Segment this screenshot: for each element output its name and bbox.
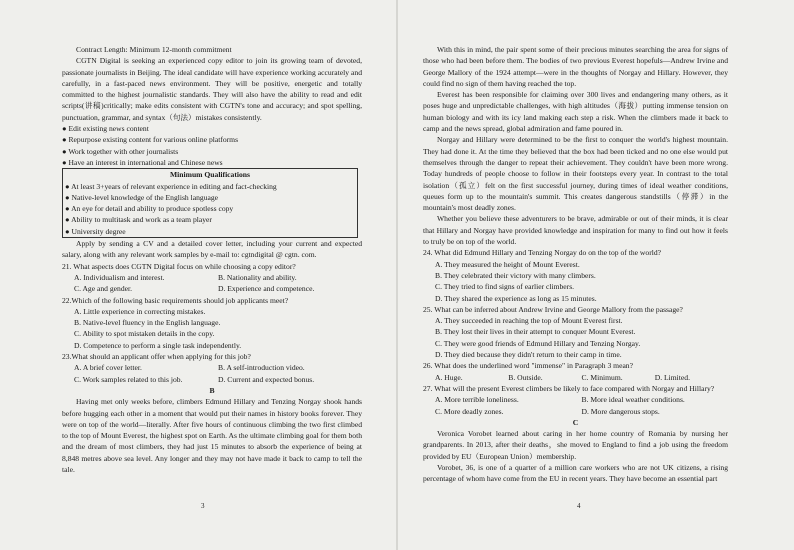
option: D. They died because they didn't return to their camp in time. [435, 350, 622, 360]
left-column [62, 44, 362, 475]
q26-options [423, 372, 728, 383]
q27-options-row2 [423, 406, 728, 417]
option: B. A self-introduction video. [218, 363, 305, 373]
option: D. Current and expected bonus. [218, 374, 315, 384]
page-number: 4 [577, 502, 581, 510]
page-4 [397, 0, 794, 550]
question-21: 21. What aspects does CGTN Digital focus on while choosing a copy editor? [62, 261, 296, 271]
option: B. Native-level fluency in the English language. [74, 318, 221, 328]
qualification-item: ● University degree [65, 226, 126, 236]
job-intro: CGTN Digital is seeking an experienced copy editor to join its growing team of devoted, passionate journalists in Beijing. The ideal candidate will have experience working accurately and carefully, in a fast-paced news environment. They will be positive, energetic and totally committed to the highest journalistic standards. They will also have the ability to read and edit scripts(讲稿)critically; make edits consistent with CGTN's tone and accuracy; and spot spelling, punctuation, grammar, and syntax（句法）mistakes consistently. [62, 56, 362, 122]
option: C. Ability to spot mistaken details in the copy. [74, 329, 215, 339]
passage-b-paragraph: Having met only weeks before, climbers Edmund Hillary and Tenzing Norgay shook hands before hugging each other in a moment that would put their names in history books forever. They were on top of the world—literally. After five hours of continuous climbing the two first climbed to the top of Mount Everest, the highest spot on Earth. As the ultimate climbing goal for them both and the dream of most climbers, they had just 15 minutes to absorb the experience of being at 8,848 metres above sea level. Any longer and they may not have made it back to camp to tell the tale. [62, 397, 362, 474]
passage-b-paragraph: Norgay and Hillary were determined to be the first to conquer the world's highest mountain. They had done it. At the time they believed that the box had been ticked and no one else would put themselves through the danger to repeat their achievement. They couldn't have been more wrong. Today hundreds of people choose to follow in their footsteps every year. In contrast to the total isolation（孤立）felt on the first successful journey, during times of ideal weather conditions, queues form up to the mountain's summit. This creates dangerous standstills（停滞）in the mountain's most deadly zones. [423, 135, 728, 213]
option: D. Experience and competence. [218, 284, 315, 294]
section-c-heading: C [572, 417, 579, 427]
qualification-item: ● At least 3+years of relevant experience in editing and fact-checking [65, 181, 277, 191]
option: C. Age and gender. [74, 284, 132, 294]
duty-item: ● Edit existing news content [62, 124, 149, 134]
apply-instructions: Apply by sending a CV and a detailed cover letter, including your current and expected salary, along with any relevant work samples by e-mail to: cgtndigital @ cgtn. com. [62, 239, 362, 260]
passage-c-paragraph: Veronica Vorobet learned about caring in her home country of Romania by nursing her grandparents. In 2013, after their deaths，she moved to England to find a job using the freedom provided by EU（European Union）membership. [423, 429, 728, 461]
option: D. Limited. [654, 372, 690, 382]
question-25: 25. What can be inferred about Andrew Irvine and George Mallory from the passage? [423, 304, 683, 314]
question-22: 22.Which of the following basic requirements should job applicants meet? [62, 295, 289, 305]
option: B. They celebrated their victory with many climbers. [435, 270, 596, 280]
qualifications-box [62, 168, 358, 238]
option: C. Work samples related to this job. [74, 374, 183, 384]
passage-b-paragraph: Everest has been responsible for claiming over 300 lives and endangering many others, as it poses huge and unpredictable challenges, with high altitudes（海拔）putting immense tension on human biology and with its icy land making each step a risk. When the climbers made it back to camp and the news spread, global admiration and fame poured in. [423, 90, 728, 134]
q23-options-row1 [62, 362, 362, 373]
page-number: 3 [201, 502, 205, 510]
duty-item: ● Have an interest in international and Chinese news [62, 157, 223, 167]
right-column [423, 44, 728, 485]
option: B. Outside. [508, 372, 543, 382]
option: B. Nationality and ability. [218, 272, 297, 282]
q21-options-row1 [62, 272, 362, 283]
question-26: 26. What does the underlined word "immense" in Paragraph 3 mean? [423, 361, 633, 371]
option: A. More terrible loneliness. [435, 395, 519, 405]
option: D. They shared the experience as long as 15 minutes. [435, 293, 597, 303]
option: A. Individualism and interest. [74, 272, 165, 282]
q21-options-row2 [62, 283, 362, 294]
contract-length: Contract Length: Minimum 12-month commitment [76, 45, 232, 54]
q23-options-row2 [62, 374, 362, 385]
option: A. Huge. [435, 372, 463, 382]
passage-b-paragraph: Whether you believe these adventurers to be brave, admirable or out of their minds, it is clear that Hillary and Norgay have provided knowledge and inspiration for many to find out how it feels to truly be on top of the world. [423, 214, 728, 247]
option: B. They lost their lives in their attempt to conquer Mount Everest. [435, 327, 636, 337]
option: C. They were good friends of Edmund Hillary and Tenzing Norgay. [435, 338, 641, 348]
question-24: 24. What did Edmund Hillary and Tenzing Norgay do on the top of the world? [423, 248, 661, 258]
qualification-item: ● An eye for detail and ability to produce spotless copy [65, 204, 234, 214]
duty-item: ● Repurpose existing content for various online platforms [62, 135, 239, 145]
qualifications-title: Minimum Qualifications [170, 170, 250, 180]
option: A. A brief cover letter. [74, 363, 142, 373]
option: A. They succeeded in reaching the top of Mount Everest first. [435, 316, 623, 326]
qualification-item: ● Ability to multitask and work as a team player [65, 215, 212, 225]
question-27: 27. What will the present Everest climbers be likely to face compared with Norgay and Hillary? [423, 383, 715, 393]
option: B. More ideal weather conditions. [581, 395, 685, 405]
option: C. They tried to find signs of earlier climbers. [435, 282, 575, 292]
option: A. Little experience in correcting mistakes. [74, 306, 206, 316]
section-b-heading: B [209, 385, 215, 395]
duties-list [62, 123, 362, 168]
option: D. More dangerous stops. [581, 406, 660, 416]
option: C. More deadly zones. [435, 406, 504, 416]
q27-options-row1 [423, 394, 728, 405]
question-23: 23.What should an applicant offer when applying for this job? [62, 352, 251, 362]
option: A. They measured the height of Mount Everest. [435, 259, 580, 269]
qualification-item: ● Native-level knowledge of the English language [65, 192, 219, 202]
option: D. Competence to perform a single task independently. [74, 340, 242, 350]
duty-item: ● Work together with other journalists [62, 146, 179, 156]
passage-b-paragraph: With this in mind, the pair spent some of their precious minutes searching the area for signs of those who had been before them. The bodies of two previous Everest hopefuls—Andrew Irvine and George Mallory of the 1924 attempt—were in the thoughts of Norgay and Hillary. However, they could find no sign of them having reached the top. [423, 45, 728, 88]
option: C. Minimum. [581, 372, 623, 382]
passage-c-paragraph: Vorobet, 36, is one of a quarter of a million care workers who are not UK citizens, a rising percentage of whom have come from the EU in recent years. They have become an essential part [423, 462, 728, 484]
